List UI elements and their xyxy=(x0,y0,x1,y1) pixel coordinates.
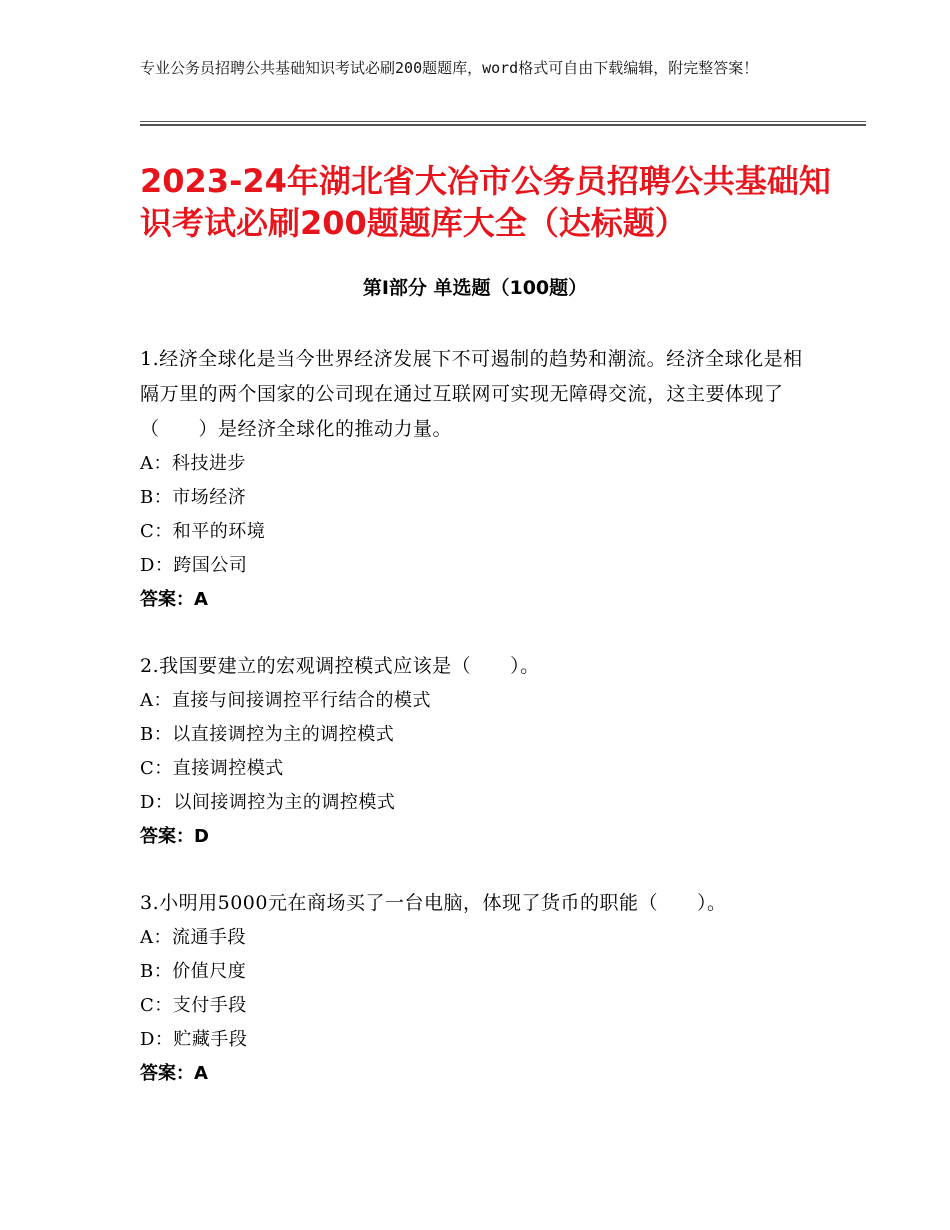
option-d: D：跨国公司 xyxy=(140,555,248,576)
question-1 xyxy=(140,342,820,617)
question-2 xyxy=(140,649,820,854)
question-stem: 1.经济全球化是当今世界经济发展下不可遏制的趋势和潮流。经济全球化是相隔万里的两个国家的公司现在通过互联网可实现无障碍交流，这主要体现了（ ）是经济全球化的推动力量。 xyxy=(140,348,803,440)
header-note: 专业公务员招聘公共基础知识考试必刷200题题库，word格式可自由下载编辑，附完整答案！ xyxy=(140,59,759,77)
document-title: 2023-24年湖北省大冶市公务员招聘公共基础知识考试必刷200题题库大全（达标题） xyxy=(140,162,831,242)
option-a: A：科技进步 xyxy=(140,453,246,474)
header-rule-bottom xyxy=(140,124,866,126)
option-b: B：市场经济 xyxy=(140,487,247,508)
option-d: D：以间接调控为主的调控模式 xyxy=(140,792,396,813)
answer: 答案：A xyxy=(140,1063,208,1084)
option-a: A：直接与间接调控平行结合的模式 xyxy=(140,690,431,711)
question-list xyxy=(140,342,820,1123)
option-d: D：贮藏手段 xyxy=(140,1029,248,1050)
option-c: C：和平的环境 xyxy=(140,521,266,542)
question-3 xyxy=(140,886,820,1091)
option-b: B：价值尺度 xyxy=(140,961,247,982)
question-stem: 3.小明用5000元在商场买了一台电脑，体现了货币的职能（ ）。 xyxy=(140,892,727,914)
answer: 答案：D xyxy=(140,826,209,847)
option-a: A：流通手段 xyxy=(140,927,246,948)
option-c: C：直接调控模式 xyxy=(140,758,284,779)
option-c: C：支付手段 xyxy=(140,995,247,1016)
question-stem: 2.我国要建立的宏观调控模式应该是（ ）。 xyxy=(140,655,540,677)
section-title: 第I部分 单选题（100题） xyxy=(362,277,588,299)
header-rule-top xyxy=(140,121,866,122)
answer: 答案：A xyxy=(140,589,208,610)
option-b: B：以直接调控为主的调控模式 xyxy=(140,724,395,745)
